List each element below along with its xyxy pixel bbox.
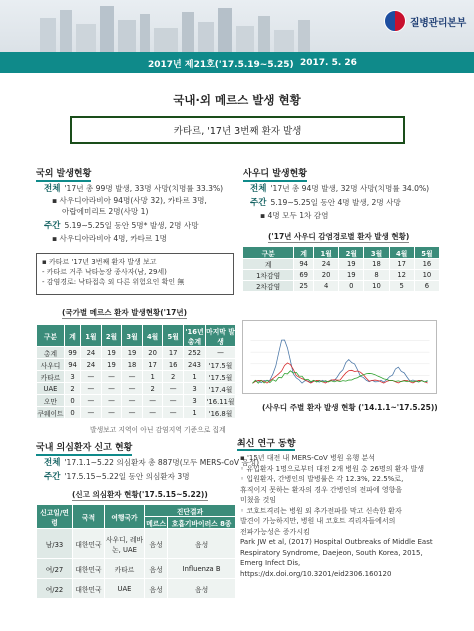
- table-row: [37, 529, 236, 559]
- report-total: [44, 458, 259, 468]
- table-cell: 대한민국: [73, 579, 105, 599]
- table-row: [243, 259, 440, 270]
- table-cell: 19: [122, 347, 143, 359]
- table-header-cell: 2월: [101, 325, 122, 347]
- table-cell: —: [142, 407, 163, 419]
- table-cell: —: [81, 383, 102, 395]
- table-cell: 17: [389, 259, 414, 270]
- research-line: 휴직이지 못하는 환자의 경우 간병인의 전파에 영향을: [240, 485, 403, 494]
- headline-box: [70, 116, 405, 144]
- table-cell: 94: [294, 259, 314, 270]
- table-row: [37, 347, 236, 359]
- table-cell: 0: [65, 407, 81, 419]
- table-cell: 음성: [168, 529, 236, 559]
- table-cell: 음성: [145, 529, 168, 559]
- research-line: 미쳤을 것임: [240, 496, 277, 504]
- table-cell: 8: [364, 270, 389, 281]
- label-week: 주간: [250, 198, 267, 208]
- section-heading-text: 사우디 발생현황: [243, 169, 307, 179]
- table-cell: —: [101, 407, 122, 419]
- table-cell: 남/33: [37, 529, 73, 559]
- research-line: 전파가능성은 증가시킴: [240, 527, 310, 536]
- table-cell: 2: [142, 383, 163, 395]
- table-cell: 94: [65, 359, 81, 371]
- table-cell: 오만: [37, 395, 65, 407]
- table-header-cell: 호흡기바이러스 8종: [168, 517, 236, 529]
- table-cell: 1: [184, 407, 206, 419]
- overseas-total: [44, 184, 223, 194]
- note-line: - 카타르 거주 낙타농장 종사자(남, 29세): [42, 268, 167, 276]
- table-header-cell: 신고일/연령: [37, 505, 73, 529]
- table-header-cell: 5월: [163, 325, 184, 347]
- table-cell: 여/27: [37, 559, 73, 579]
- overseas-week: [44, 221, 199, 231]
- table-cell: —: [101, 395, 122, 407]
- table-cell: 25: [294, 281, 314, 292]
- table-header-cell: 3월: [364, 247, 389, 259]
- table-cell: '16.8월: [206, 407, 236, 419]
- country-table-title: (국가별 메르스 환자 발생현황('17년): [62, 308, 188, 317]
- table-cell: 3: [184, 395, 206, 407]
- table-cell: 2차감염: [243, 281, 294, 292]
- note-line: ▪ 카타르 '17년 3번째 환자 발생 보고: [42, 258, 157, 266]
- overseas-total-sub2: 아랍에미리트 2명(사망 1): [62, 207, 149, 216]
- chart-caption: (사우디 주별 환자 발생 현황 ('14.1.1~'17.5.25)): [262, 403, 438, 412]
- research-line: Park JW et al, (2017) Hospital Outbreaks of Middle East: [240, 538, 433, 546]
- table-cell: 16: [163, 359, 184, 371]
- label-total: 전체: [250, 184, 267, 194]
- table-cell: 24: [314, 259, 339, 270]
- table-cell: 69: [294, 270, 314, 281]
- table-row: [37, 407, 236, 419]
- table-cell: UAE: [105, 579, 145, 599]
- table-cell: 쿠웨이트: [37, 407, 65, 419]
- saudi-week-text: 5.19~5.25일 동안 4명 발생, 2명 사망: [270, 198, 401, 207]
- section-heading-saudi: [243, 166, 307, 182]
- issue-date: 2017. 5. 26: [300, 58, 357, 68]
- table-cell: 99: [65, 347, 81, 359]
- table-row: [243, 270, 440, 281]
- label-total: 전체: [44, 184, 61, 194]
- table-header-cell: 1월: [81, 325, 102, 347]
- table-cell: —: [206, 347, 236, 359]
- table-cell: —: [122, 371, 143, 383]
- table-cell: 17: [142, 359, 163, 371]
- research-line: ◦ 코호트격리는 병원 외 추가전파를 막고 신속한 환자: [240, 506, 402, 515]
- table-header-cell: 5월: [414, 247, 439, 259]
- report-total-text: '17.1.1~5.22 의심환자 총 887명(모두 MERS-CoV 음성): [64, 458, 260, 467]
- table-cell: 24: [81, 347, 102, 359]
- qatar-note-box: [36, 253, 234, 295]
- table-header-cell: 계: [65, 325, 81, 347]
- table-cell: —: [81, 407, 102, 419]
- table-cell: 3: [184, 383, 206, 395]
- table-header-cell: 3월: [122, 325, 143, 347]
- table-cell: '17.5월: [206, 359, 236, 371]
- table-cell: 사우디, 레바논, UAE: [105, 529, 145, 559]
- page-title: 국내·외 메르스 발생 현황: [173, 93, 301, 107]
- table-header-cell: 구분: [37, 325, 65, 347]
- suspected-cases-table: [36, 504, 236, 599]
- table-cell: 18: [122, 359, 143, 371]
- table-cell: 6: [414, 281, 439, 292]
- table-cell: 1: [184, 371, 206, 383]
- table-cell: —: [122, 395, 143, 407]
- headline-text: 카타르, '17년 3번째 환자 발생: [173, 126, 302, 137]
- research-line: Respiratory Syndrome, Daejeon, South Korea, 2015,: [240, 548, 423, 557]
- table-cell: 17: [163, 347, 184, 359]
- research-line: https://dx.doi.org/10.3201/eid2306.160120: [240, 569, 392, 578]
- table-cell: 16: [414, 259, 439, 270]
- table-row: [37, 579, 236, 599]
- saudi-route-table: [242, 246, 440, 292]
- saudi-total: [250, 184, 429, 194]
- table-cell: 여/22: [37, 579, 73, 599]
- label-week: 주간: [44, 472, 61, 482]
- table-header-cell: '16년 총계: [184, 325, 206, 347]
- table-row: [37, 395, 236, 407]
- table-cell: —: [101, 371, 122, 383]
- report-week-text: '17.5.15~5.22일 동안 의심환자 3명: [64, 472, 190, 481]
- table-cell: —: [142, 395, 163, 407]
- report-table-title: (신고 의심환자 현황('17.5.15~5.22)): [72, 490, 208, 499]
- table-cell: '16.11월: [206, 395, 236, 407]
- label-week: 주간: [44, 221, 61, 231]
- saudi-total-text: '17년 총 94명 발생, 32명 사망(치명률 34.0%): [270, 184, 430, 193]
- issue-bar: [0, 52, 474, 73]
- table-header-cell: 1월: [314, 247, 339, 259]
- table-header-cell: 국적: [73, 505, 105, 529]
- table-cell: —: [81, 371, 102, 383]
- section-heading-research: 최신 연구 동향: [237, 436, 295, 451]
- table-cell: —: [81, 395, 102, 407]
- section-heading-report: [36, 440, 132, 456]
- table-cell: 10: [364, 281, 389, 292]
- table-cell: 12: [389, 270, 414, 281]
- table-cell: 음성: [168, 579, 236, 599]
- saudi-weekly-chart: [242, 320, 437, 394]
- note-line: - 감염경로: 낙타접촉 외 다른 위험요인 확인 無: [42, 278, 185, 286]
- table-cell: '17.5월: [206, 371, 236, 383]
- table-row: [243, 281, 440, 292]
- issue-number: 2017년 제21호('17.5.19~5.25): [148, 59, 294, 70]
- table-cell: 1차감염: [243, 270, 294, 281]
- table-cell: 2: [65, 383, 81, 395]
- table-cell: —: [122, 407, 143, 419]
- table-cell: —: [101, 383, 122, 395]
- table-cell: 5: [389, 281, 414, 292]
- research-line: ◦ 입원환자, 간병인의 발병률은 각 12.3%, 22.5%로,: [240, 475, 404, 483]
- research-line: Emerg Infect Dis,: [240, 559, 301, 567]
- table-cell: 사우디: [37, 359, 65, 371]
- table-cell: 252: [184, 347, 206, 359]
- saudi-week-sub: ▪ 4명 모두 1차 감염: [260, 211, 329, 220]
- kcdc-logo: [384, 10, 466, 32]
- table-cell: 카타르: [37, 371, 65, 383]
- table-header-cell: 계: [294, 247, 314, 259]
- overseas-week-text: 5.19~5.25일 동안 5명* 발생, 2명 사망: [64, 221, 199, 230]
- table-row: [37, 383, 236, 395]
- table-cell: 1: [142, 371, 163, 383]
- table-cell: 계: [243, 259, 294, 270]
- table-cell: 4: [314, 281, 339, 292]
- table-cell: —: [122, 383, 143, 395]
- table-cell: 2: [163, 371, 184, 383]
- table-cell: 10: [414, 270, 439, 281]
- table-cell: 243: [184, 359, 206, 371]
- taegeuk-logo-icon: [384, 10, 406, 32]
- table-cell: 24: [81, 359, 102, 371]
- country-table-note: 발생보고 지역이 아닌 감염지역 기준으로 집계: [90, 426, 226, 434]
- research-line: 발견이 가능하지만, 병원 내 코호트 격리자들에서의: [240, 517, 396, 525]
- table-cell: —: [163, 395, 184, 407]
- table-row: [37, 359, 236, 371]
- table-header-cell: 2월: [339, 247, 364, 259]
- table-cell: 20: [142, 347, 163, 359]
- saudi-week: [250, 198, 401, 208]
- table-header-cell: 진단결과: [145, 505, 236, 517]
- table-cell: 대한민국: [73, 529, 105, 559]
- table-cell: 대한민국: [73, 559, 105, 579]
- overseas-total-sub1: ▪ 사우디아라비아 94명(사망 32), 카타르 3명,: [52, 196, 207, 205]
- table-header-cell: 여행국가: [105, 505, 145, 529]
- table-cell: 18: [364, 259, 389, 270]
- org-name: 질병관리본부: [409, 17, 466, 29]
- table-header-cell: 메르스: [145, 517, 168, 529]
- research-line: ◦ 유입환자 1명으로부터 대전 2개 병원 총 26명의 환자 발생: [240, 464, 424, 473]
- section-heading-text: 국외 발생현황: [36, 169, 92, 179]
- table-row: [37, 559, 236, 579]
- overseas-week-sub: ▪ 사우디아라비아 4명, 카타르 1명: [52, 234, 167, 243]
- report-week: [44, 472, 190, 482]
- saudi-table-title: ('17년 사우디 감염경로별 환자 발생 현황): [268, 232, 410, 241]
- table-cell: 음성: [145, 559, 168, 579]
- table-cell: 0: [339, 281, 364, 292]
- research-line: ▪ '15년 대전 내 MERS-CoV 병원 유행 분석: [240, 454, 376, 462]
- overseas-total-text: '17년 총 99명 발생, 33명 사망(치명률 33.3%): [64, 184, 224, 193]
- table-header-cell: 4월: [142, 325, 163, 347]
- table-header-cell: 구분: [243, 247, 294, 259]
- newsletter-header: [0, 0, 474, 73]
- table-cell: '17.4월: [206, 383, 236, 395]
- table-cell: 3: [65, 371, 81, 383]
- table-cell: 19: [339, 259, 364, 270]
- table-cell: —: [163, 383, 184, 395]
- table-cell: 20: [314, 270, 339, 281]
- table-cell: 음성: [145, 579, 168, 599]
- label-total: 전체: [44, 458, 61, 468]
- table-cell: 19: [339, 270, 364, 281]
- table-cell: UAE: [37, 383, 65, 395]
- table-cell: —: [163, 407, 184, 419]
- table-cell: Influenza B: [168, 559, 236, 579]
- section-heading-overseas: [36, 166, 91, 182]
- table-cell: 0: [65, 395, 81, 407]
- table-cell: 19: [101, 359, 122, 371]
- table-row: [37, 371, 236, 383]
- table-cell: 총계: [37, 347, 65, 359]
- country-cases-table: [36, 324, 236, 419]
- table-cell: 19: [101, 347, 122, 359]
- section-heading-text: 국내 의심환자 신고 현황: [36, 443, 133, 453]
- table-header-cell: 마지막 발생: [206, 325, 236, 347]
- table-header-cell: 4월: [389, 247, 414, 259]
- table-cell: 카타르: [105, 559, 145, 579]
